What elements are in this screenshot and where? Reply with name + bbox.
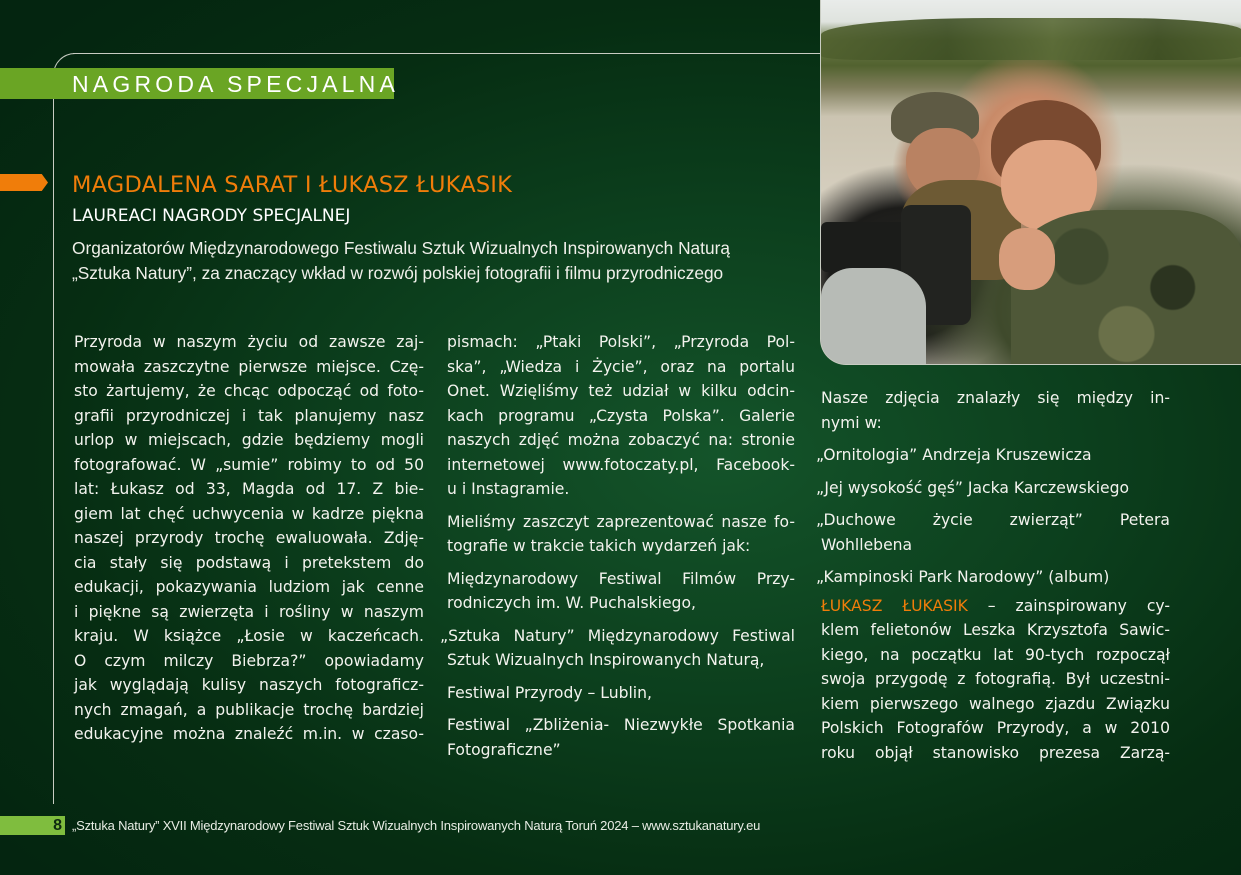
body-line: u i Instagramie. bbox=[447, 480, 570, 498]
body-line: O czym milczy Biebrza?” opowiadamy bbox=[74, 651, 424, 670]
event-line: Międzynarodowy Festiwal Filmów Przy- bbox=[447, 569, 795, 588]
body-line: roku objął stanowisko prezesa Zarzą- bbox=[821, 743, 1170, 762]
bio-name: ŁUKASZ ŁUKASIK bbox=[821, 596, 968, 615]
book-item bbox=[816, 476, 1170, 501]
description-line: „Sztuka Natury”, za znaczący wkład w rozwój polskiej fotografii i filmu przyrodniczego bbox=[72, 263, 724, 283]
page-title: MAGDALENA SARAT I ŁUKASZ ŁUKASIK bbox=[72, 172, 513, 198]
body-line: i piękne są zwierzęta i rośliny w naszym bbox=[74, 602, 424, 621]
body-line: swoja przygodę z fotografią. Był uczestni- bbox=[821, 670, 1170, 688]
body-line: kiem pierwszego walnego zjazdu Związku bbox=[821, 694, 1170, 713]
body-line: urlop w miejscach, gdzie będziemy mogli bbox=[74, 431, 424, 449]
article-column-3 bbox=[816, 386, 1170, 765]
body-line: Nasze zdjęcia znalazły się między in- bbox=[821, 389, 1170, 407]
body-line: pismach: „Ptaki Polski”, „Przyroda Pol- bbox=[447, 333, 795, 351]
body-line: fotografować. W „sumie” robimy to od 50 bbox=[74, 455, 424, 474]
body-line: sto żartujemy, że chcąc odpocząć od foto- bbox=[74, 382, 424, 400]
book-item bbox=[816, 565, 1170, 590]
body-line: mowała zaszczytne pierwsze miejsce. Czę- bbox=[74, 357, 424, 376]
page-subtitle: LAUREACI NAGRODY SPECJALNEJ bbox=[72, 206, 351, 226]
photo-bag bbox=[821, 268, 926, 365]
body-line: nymi w: bbox=[821, 413, 882, 432]
body-line: kach programu „Czysta Polska”. Galerie bbox=[447, 406, 795, 425]
event-line: Festiwal Przyrody – Lublin, bbox=[447, 683, 652, 702]
body-line: kiego, na początku lat 90-tych rozpoczął bbox=[821, 645, 1170, 664]
event-item bbox=[440, 624, 795, 673]
body-line: naszej przyrody trochę ewaluowała. Zdję- bbox=[74, 529, 424, 547]
event-line: Festiwal „Zbliżenia- Niezwykłe Spotkania bbox=[447, 716, 795, 734]
event-item bbox=[447, 567, 795, 616]
event-line: „Sztuka Natury” Międzynarodowy Festiwal bbox=[440, 626, 795, 645]
arrow-marker-icon bbox=[0, 174, 48, 191]
body-line: jak wyglądają kulisy naszych fotograficz- bbox=[74, 676, 424, 694]
book-line: „Jej wysokość gęś” Jacka Karczewskiego bbox=[816, 478, 1130, 497]
book-item bbox=[816, 508, 1170, 557]
book-line: „Kampinoski Park Narodowy” (album) bbox=[816, 568, 1110, 586]
book-line: Wohllebena bbox=[821, 535, 913, 554]
body-line: grafii przyrodniczej i tak planujemy nasz bbox=[74, 406, 424, 425]
award-description bbox=[72, 236, 812, 286]
event-item bbox=[447, 681, 795, 706]
body-line: Polskich Fotografów Przyrody, a w 2010 bbox=[821, 719, 1170, 737]
section-label: NAGRODA SPECJALNA bbox=[72, 71, 400, 97]
body-line: giem lat chęć uchwycenia w kadrze piękna bbox=[74, 504, 424, 523]
body-line: Mieliśmy zaszczyt zaprezentować nasze fo- bbox=[447, 512, 795, 531]
body-line: edukacyjne można znaleźć m.in. w czaso- bbox=[74, 725, 424, 743]
body-line: lat: Łukasz od 33, Magda od 17. Z bie- bbox=[74, 480, 424, 498]
book-line: „Ornitologia” Andrzeja Kruszewicza bbox=[816, 446, 1092, 464]
body-line: cia stały się podstawą i pretekstem do bbox=[74, 553, 424, 572]
event-line: Sztuk Wizualnych Inspirowanych Naturą, bbox=[447, 651, 765, 669]
body-line: nych zmagań, a publikacje trochę bardziej bbox=[74, 700, 424, 719]
book-line: „Duchowe życie zwierząt” Petera bbox=[816, 511, 1170, 529]
frame-left-line bbox=[53, 74, 54, 804]
body-line: internetowej www.fotoczaty.pl, Facebook- bbox=[447, 455, 795, 474]
body-line: edukacji, pokazywania ludziom jak cenne bbox=[74, 578, 424, 596]
body-line: ska”, „Wiedza i Życie”, oraz na portalu bbox=[447, 357, 795, 376]
photo-woman-hand bbox=[999, 228, 1055, 290]
bio-first-line bbox=[821, 594, 1170, 619]
photo-treeline bbox=[821, 18, 1241, 60]
body-line: naszych zdjęć można zobaczyć na: stronie bbox=[447, 431, 795, 449]
laureates-photo bbox=[820, 0, 1241, 365]
body-line: klem felietonów Leszka Krzysztofa Sawic- bbox=[821, 621, 1170, 639]
book-item bbox=[816, 443, 1170, 468]
event-line: Fotograficzne” bbox=[447, 740, 561, 759]
page-number: 8 bbox=[53, 817, 62, 834]
event-item bbox=[447, 713, 795, 762]
article-column-1 bbox=[74, 330, 424, 747]
body-line: tografie w trakcie takich wydarzeń jak: bbox=[447, 537, 751, 555]
body-line: Przyroda w naszym życiu od zawsze zaj- bbox=[74, 333, 424, 351]
event-line: rodniczych im. W. Puchalskiego, bbox=[447, 594, 696, 612]
description-line: Organizatorów Międzynarodowego Festiwalu Sztuk Wizualnych Inspirowanych Naturą bbox=[72, 238, 730, 258]
body-line: Onet. Wzięliśmy też udział w kilku odcin- bbox=[447, 382, 795, 400]
article-column-2 bbox=[440, 330, 795, 762]
bio-first-line-rest: – zainspirowany cy- bbox=[967, 596, 1170, 615]
body-line: kraju. W książce „Łosie w kaczeńcach. bbox=[74, 627, 424, 645]
footer-text: „Sztuka Natury” XVII Międzynarodowy Festiwal Sztuk Wizualnych Inspirowanych Naturą Toruń 2024 – www.sztukanatury.eu bbox=[72, 818, 761, 833]
